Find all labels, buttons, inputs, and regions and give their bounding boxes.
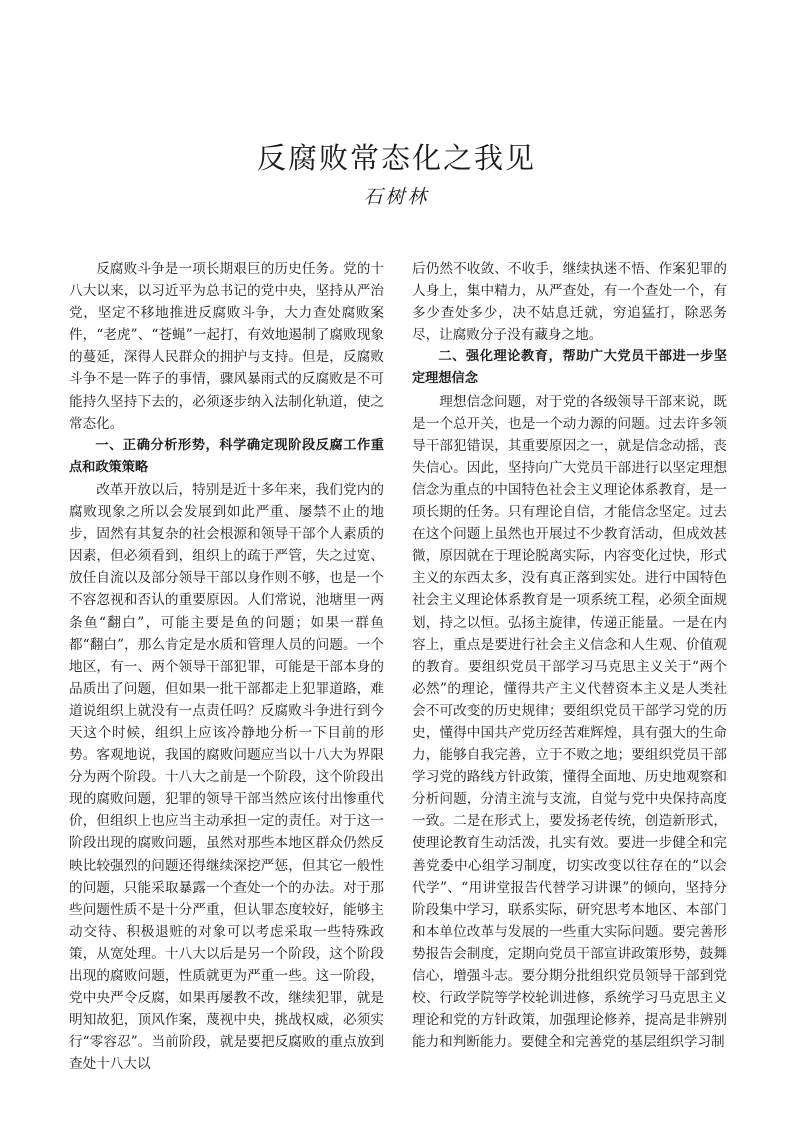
left-column bbox=[69, 258, 384, 1108]
intro-paragraph: 反腐败斗争是一项长期艰巨的历史任务。党的十八大以来，以习近平为总书记的党中央，坚持从严治党，坚定不移地推进反腐败斗争，大力查处腐败案件，“老虎”、“苍蝇”一起打，有效地遏制了腐败现象的蔓延，深得人民群众的拥护与支持。但是，反腐败斗争不是一阵子的事情，骤风暴雨式的反腐败是不可能持久坚持下去的，必须逐步纳入法制化轨道，使之常态化。 bbox=[69, 261, 384, 432]
section-1-paragraph-continued: 后仍然不收敛、不收手，继续执迷不悟、作案犯罪的人身上，集中精力，从严查处，有一个查处一个，有多少查处多少，决不姑息迁就，穷追猛打，除恶务尽，让腐败分子没有藏身之地。 bbox=[412, 261, 727, 344]
section-heading-2: 二、强化理论教育，帮助广大党员干部进一步坚定理想信念 bbox=[412, 349, 727, 387]
article-author: 石树林 bbox=[363, 186, 430, 208]
section-1-paragraph: 改革开放以后，特别是近十多年来，我们党内的腐败现象之所以会发展到如此严重、屡禁不止的地步，固然有其复杂的社会根源和领导干部个人素质的因素，但必须看到，组织上的疏于严管，失之过宽、放任自流以及部分领导干部以身作则不够，也是一个不容忽视和否认的重要原因。人们常说，池塘里一两条鱼“翻白”，可能主要是鱼的问题；如果一群鱼都“翻白”，那么肯定是水质和管理人员的问题。一个地区，有一、两个领导干部犯罪，可能是干部本身的品质出了问题，但如果一批干部都走上犯罪道路，难道说组织上就没有一点责任吗？反腐败斗争进行到今天这个时候，组织上应该冷静地分析一下目前的形势。客观地说，我国的腐败问题应当以十八大为界限分为两个阶段。十八大之前是一个阶段，这个阶段出现的腐败问题，犯罪的领导干部当然应该付出惨重代价，但组织上也应当主动承担一定的责任。对于这一阶段出现的腐败问题，虽然对那些本地区群众仍然反映比较强烈的问题还得继续深挖严惩，但其它一般性的问题，只能采取暴露一个查处一个的办法。对于那些问题性质不是十分严重，但认罪态度较好，能够主动交待、积极退赃的对象可以考虑采取一些特殊政策，从宽处理。十八大以后是另一个阶段，这个阶段出现的腐败问题，性质就更为严重一些。这一阶段，党中央严令反腐，如果再屡教不改，继续犯罪，就是明知故犯，顶风作案，蔑视中央，挑战权威，必须实行“零容忍”。当前阶段，就是要把反腐败的重点放到查处十八大以 bbox=[69, 481, 384, 1073]
section-heading-1: 一、正确分析形势，科学确定现阶段反腐工作重点和政策策略 bbox=[69, 437, 384, 475]
right-column bbox=[412, 258, 727, 1108]
article-title: 反腐败常态化之我见 bbox=[256, 141, 536, 175]
section-2-paragraph: 理想信念问题，对于党的各级领导干部来说，既是一个总开关，也是一个动力源的问题。过去许多领导干部犯错误，其重要原因之一，就是信念动摇，丧失信心。因此，坚持向广大党员干部进行以坚定理想信念为重点的中国特色社会主义理论体系教育，是一项长期的任务。只有理论自信，才能信念坚定。过去在这个问题上虽然也开展过不少教育活动，但成效甚微，原因就在于理论脱离实际，内容变化过快，形式主义的东西太多，没有真正落到实处。进行中国特色社会主义理论体系教育是一项系统工程，必须全面规划，持之以恒。弘扬主旋律，传递正能量。一是在内容上，重点是要进行社会主义信念和人生观、价值观的教育。要组织党员干部学习马克思主义关于“两个必然”的理论，懂得共产主义代替资本主义是人类社会不可改变的历史规律；要组织党员干部学习党的历史，懂得中国共产党历经苦难辉煌，具有强大的生命力，能够自我完善，立于不败之地；要组织党员干部学习党的路线方针政策，懂得全面地、历史地观察和分析问题，分清主流与支流，自觉与党中央保持高度一致。二是在形式上，要发扬老传统，创造新形式，使理论教育生动活泼，扎实有效。要进一步健全和完善党委中心组学习制度，切实改变以往存在的“以会代学”、“用讲堂报告代替学习讲课”的倾向，坚持分阶段集中学习，联系实际，研究思考本地区、本部门和本单位改革与发展的一些重大实际问题。要完善形势报告会制度，定期向党员干部宣讲政策形势，鼓舞信心，增强斗志。要分期分批组织党员领导干部到党校、行政学院等学校轮训进修，系统学习马克思主义理论和党的方针政策，加强理论修养，提高是非辨别能力和判断能力。要健全和完善党的基层组织学习制 bbox=[412, 393, 727, 1051]
